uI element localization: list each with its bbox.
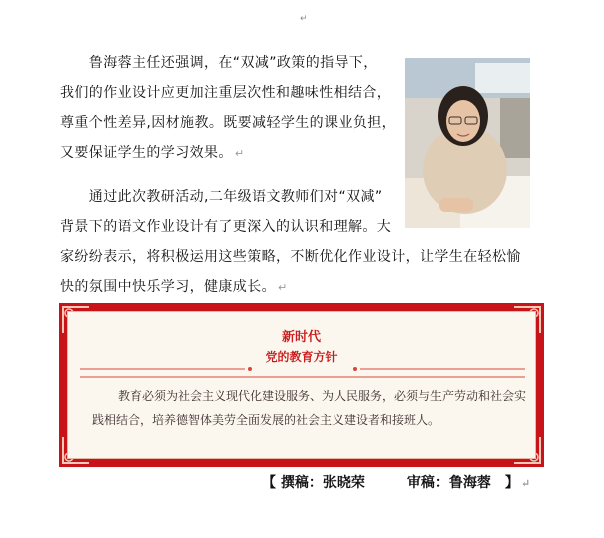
paragraph-line: 快的氛围中快乐学习，健康成长。 ↵ (60, 279, 288, 295)
paragraph-line: 又要保证学生的学习效果。 ↵ (60, 145, 245, 161)
paragraph-director-remarks (60, 48, 396, 169)
body-divider (80, 374, 525, 380)
banner-panel (67, 311, 536, 459)
title-divider (80, 364, 525, 374)
banner-subtitle: 党的教育方针 (265, 350, 338, 364)
paragraph-activity-summary (60, 182, 521, 303)
paragraph-line: 尊重个性差异,因材施教。既要减轻学生的课业负担， (60, 115, 397, 131)
paragraph-line: 通过此次教研活动,二年级语文教师们对“双减” (60, 189, 383, 205)
education-policy-banner (59, 303, 544, 467)
paragraph-line: 背景下的语文作业设计有了更深入的认识和理解。大 (60, 219, 392, 235)
paragraph-line: 鲁海蓉主任还强调，在“双减”政策的指导下， (60, 55, 378, 71)
paragraph-mark: ↵ (234, 147, 245, 160)
paragraph-line: 我们的作业设计应更加注重层次性和趣味性相结合， (60, 85, 392, 101)
banner-body-text (92, 384, 527, 432)
paragraph-mark: ↵ (520, 477, 531, 490)
banner-body-line: 教育必须为社会主义现代化建设服务、为人民服务，必须与生产劳动和社会实 (118, 389, 527, 403)
paragraph-mark-top: ↵ (300, 14, 308, 24)
banner-title: 新时代 (281, 330, 321, 345)
paragraph-mark: ↵ (278, 281, 288, 294)
author-credit (262, 472, 530, 492)
paragraph-line: 家纷纷表示，将积极运用这些策略，不断优化作业设计，让学生在轻松愉 (60, 249, 521, 265)
banner-body-line: 践相结合，培养德智体美劳全面发展的社会主义建设者和接班人。 (92, 413, 441, 427)
credit-text: 【 撰稿：张晓荣 审稿：鲁海蓉 】 (262, 475, 519, 491)
